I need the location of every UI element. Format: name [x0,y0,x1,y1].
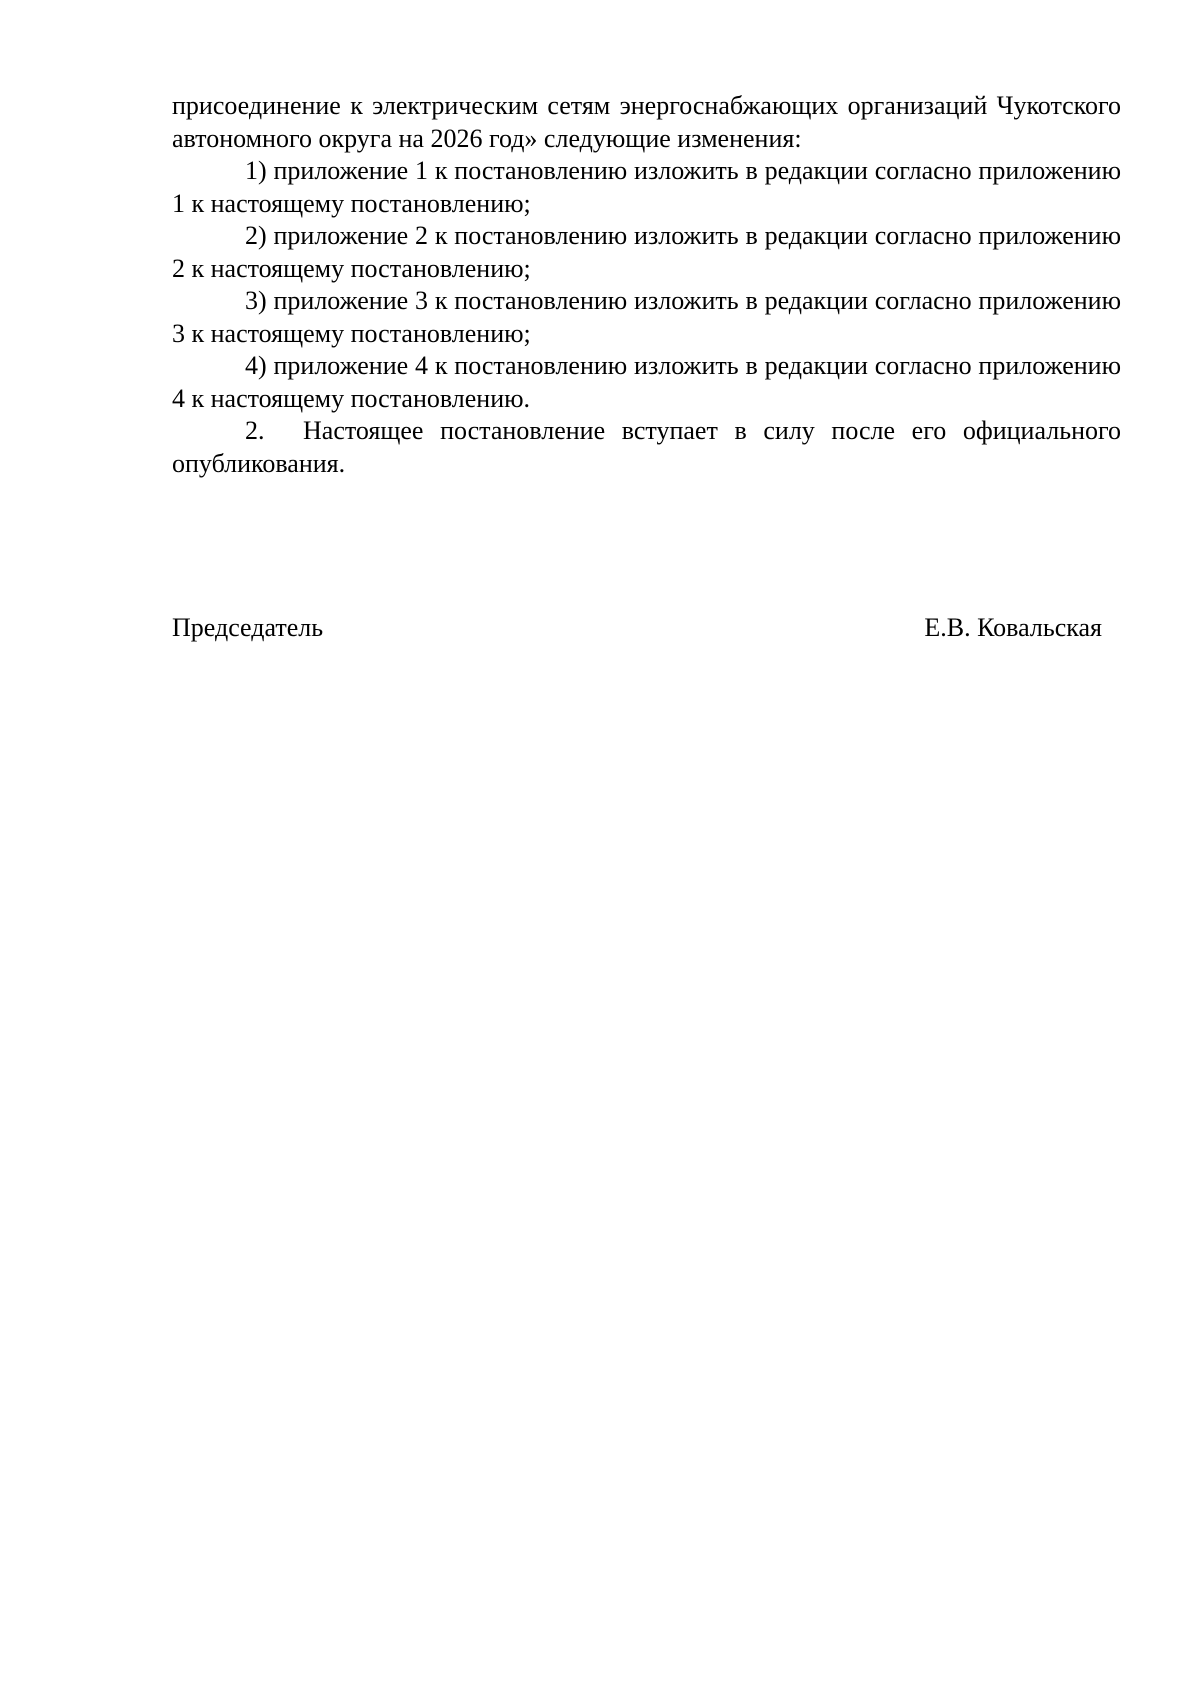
paragraph-item-3: 3) приложение 3 к постановлению изложить в редакции согласно приложению 3 к настоящему постановлению; [172,286,1121,348]
signature-block [172,612,1102,645]
clause-text: Настоящее постановление вступает в силу после его официального опубликования. [172,416,1121,478]
signatory-title: Председатель [172,613,324,642]
paragraph-clause-2 [172,415,1121,480]
paragraph-item-4: 4) приложение 4 к постановлению изложить в редакции согласно приложению 4 к настоящему постановлению. [172,351,1121,413]
paragraph-item-2: 2) приложение 2 к постановлению изложить в редакции согласно приложению 2 к настоящему постановлению; [172,221,1121,283]
document-body [172,90,1121,480]
paragraph-item-1: 1) приложение 1 к постановлению изложить в редакции согласно приложению 1 к настоящему постановлению; [172,156,1121,218]
signatory-name: Е.В. Ковальская [924,613,1102,642]
clause-number: 2. [245,416,265,445]
paragraph-intro: присоединение к электрическим сетям энергоснабжающих организаций Чукотского автономного округа на 2026 год» следующие изменения: [172,91,1121,153]
